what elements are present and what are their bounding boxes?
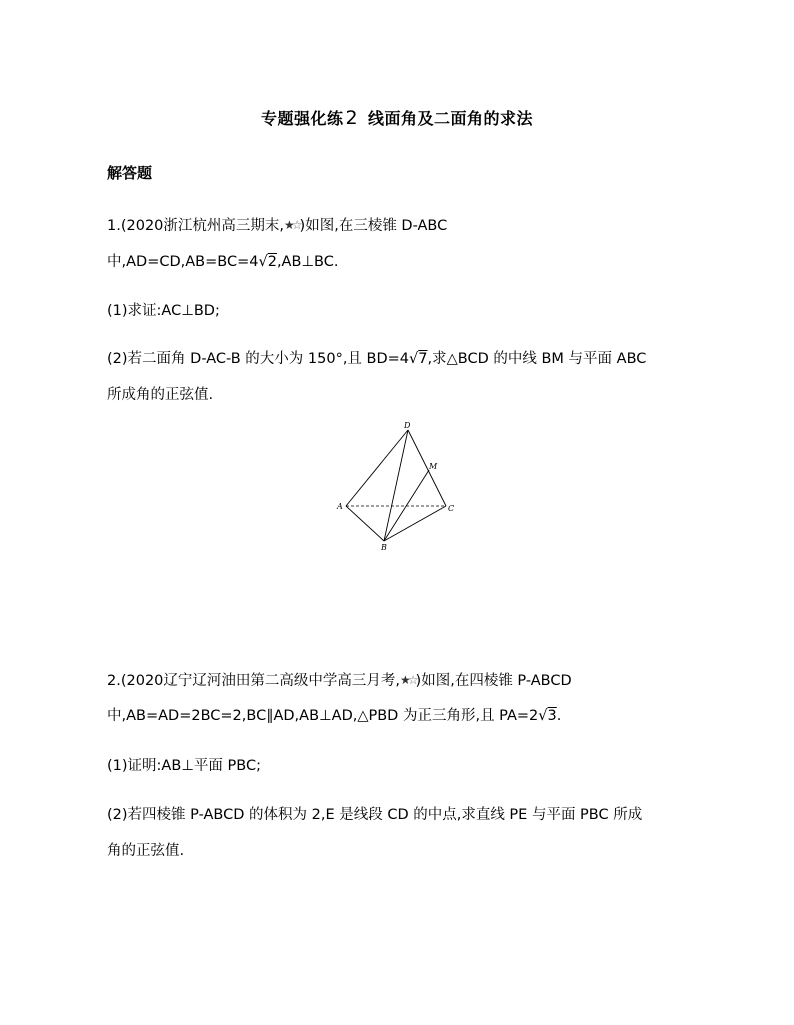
problem1-line2: 中,AD=CD,AB=BC=4√2,AB⊥BC. xyxy=(107,254,339,270)
problem1-stem: )如图,在三棱锥 D-ABC xyxy=(299,218,448,234)
label-D: D xyxy=(404,422,411,430)
title-main: 专题强化练 xyxy=(260,109,344,128)
problem1-part2-line1: (2)若二面角 D-AC-B 的大小为 150°,且 BD=4√7,求△BCD 的中线 BM 与平面 ABC xyxy=(107,351,647,367)
page-title xyxy=(0,106,794,129)
problem2-part2-line2: 角的正弦值. xyxy=(107,843,185,859)
problem1-condition-end: ,AB⊥BC. xyxy=(276,254,339,270)
radicand-7: 7 xyxy=(418,351,428,367)
problem2-condition: 中,AB=AD=2BC=2,BC∥AD,AB⊥AD,△PBD 为正三角形,且 PA=2 xyxy=(107,708,539,724)
problem2-part1: (1)证明:AB⊥平面 PBC; xyxy=(107,758,261,774)
problem2-line1 xyxy=(107,670,572,691)
problem2-source: 2.(2020辽宁辽河油田第二高级中学高三月考, xyxy=(107,673,401,689)
section-heading: 解答题 xyxy=(107,164,153,182)
title-number: 2 xyxy=(345,107,359,129)
tetrahedron-figure xyxy=(330,422,460,552)
edge-AB xyxy=(346,506,384,541)
star-rating-icon: ★☆ xyxy=(400,673,416,687)
edge-BC xyxy=(384,506,446,541)
median-BM xyxy=(384,470,429,541)
label-C: C xyxy=(448,504,455,513)
label-A: A xyxy=(337,502,343,511)
edge-AD xyxy=(346,430,408,506)
problem1-condition: 中,AD=CD,AB=BC=4 xyxy=(107,254,259,270)
title-subtitle: 线面角及二面角的求法 xyxy=(368,109,534,128)
problem1-part2-text-end: ,求△BCD 的中线 BM 与平面 ABC xyxy=(427,351,647,367)
problem1-source: 1.(2020浙江杭州高三期末, xyxy=(107,218,285,234)
problem1-line1 xyxy=(107,215,447,236)
label-B: B xyxy=(381,543,387,552)
problem2-condition-end: . xyxy=(556,708,562,724)
problem1-part2-text: (2)若二面角 D-AC-B 的大小为 150°,且 BD=4 xyxy=(107,351,410,367)
edge-DB xyxy=(384,430,408,541)
star-rating-icon: ★☆ xyxy=(284,218,300,232)
radicand-2: 2 xyxy=(267,254,277,270)
problem1-part2-line2: 所成角的正弦值. xyxy=(107,387,214,403)
problem2-part2-line1: (2)若四棱锥 P-ABCD 的体积为 2,E 是线段 CD 的中点,求直线 PE 与平面 PBC 所成 xyxy=(107,807,643,823)
label-M: M xyxy=(429,462,438,471)
problem2-line2: 中,AB=AD=2BC=2,BC∥AD,AB⊥AD,△PBD 为正三角形,且 PA=2√3. xyxy=(107,708,562,724)
problem2-stem: )如图,在四棱锥 P-ABCD xyxy=(415,673,572,689)
problem1-part1: (1)求证:AC⊥BD; xyxy=(107,303,220,319)
radicand-3: 3 xyxy=(547,708,557,724)
